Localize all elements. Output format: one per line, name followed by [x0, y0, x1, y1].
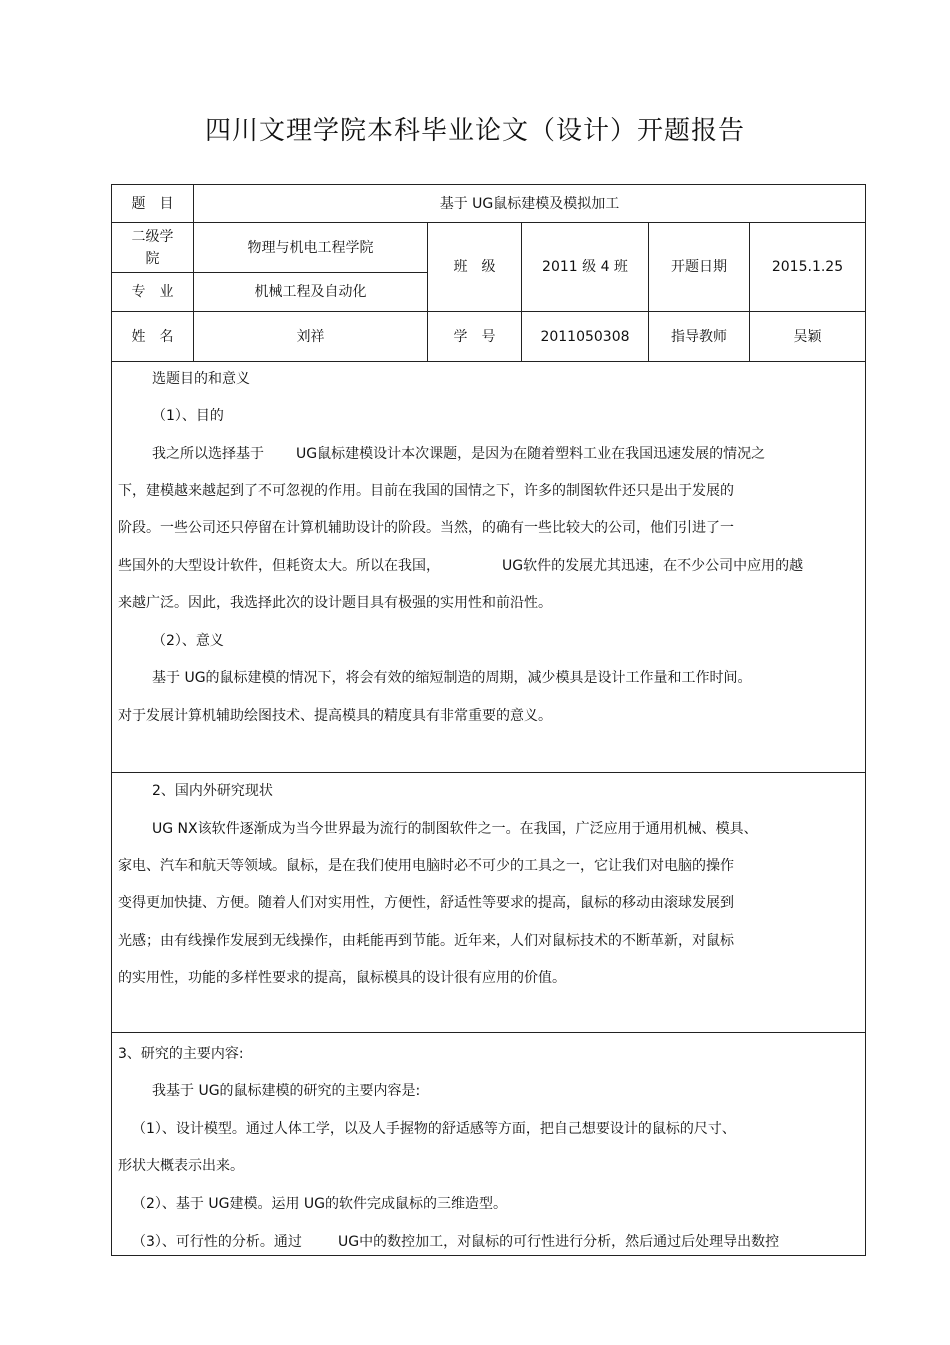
section3-heading: 3、研究的主要内容:: [118, 1046, 244, 1062]
college-label: [112, 223, 193, 272]
section1-paragraph-line: UG鼠标建模设计本次课题，是因为在随着塑料工业在我国迅速发展的情况之: [296, 446, 766, 462]
section2-paragraph-line: 光感；由有线操作发展到无线操作，由耗能再到节能。近年来，人们对鼠标技术的不断革新，对鼠标: [118, 933, 734, 949]
college-label-line2: 院: [145, 250, 160, 267]
name-label: 姓 名: [131, 328, 174, 345]
section2-paragraph-line: 家电、汽车和航天等领域。鼠标，是在我们使用电脑时必不可少的工具之一，它让我们对电脑的操作: [118, 858, 734, 874]
college-label-line1: 二级学: [131, 228, 174, 245]
section2-heading: 2、国内外研究现状: [152, 783, 273, 799]
section1-paragraph-line: UG软件的发展尤其迅速，在不少公司中应用的越: [502, 558, 804, 574]
class-value: 2011 级 4 班: [542, 259, 628, 275]
section-divider: [112, 1032, 865, 1033]
section2-paragraph-line: 的实用性，功能的多样性要求的提高，鼠标模具的设计很有应用的价值。: [118, 970, 566, 986]
college-value: 物理与机电工程学院: [247, 239, 374, 256]
name-value: 刘祥: [296, 328, 325, 345]
section1-paragraph-line: 对于发展计算机辅助绘图技术、提高模具的精度具有非常重要的意义。: [118, 708, 552, 724]
student-id-label: 学 号: [453, 328, 496, 345]
section1-subheading-meaning: （2）、意义: [152, 633, 224, 649]
section3-item-line: （3）、可行性的分析。通过: [132, 1234, 302, 1250]
section2-paragraph-line: 变得更加快捷、方便。随着人们对实用性，方便性，舒适性等要求的提高，鼠标的移动由滚球发展到: [118, 895, 734, 911]
date-value: 2015.1.25: [771, 259, 844, 275]
advisor-label: 指导教师: [671, 328, 727, 345]
section1-paragraph-line: 基于 UG的鼠标建模的情况下，将会有效的缩短制造的周期，减少模具是设计工作量和工作时间。: [152, 670, 752, 686]
row-divider: [112, 361, 865, 362]
advisor-value: 吴颖: [793, 328, 822, 345]
section3-intro: 我基于 UG的鼠标建模的研究的主要内容是:: [152, 1083, 421, 1099]
section3-item-line: 形状大概表示出来。: [118, 1158, 244, 1174]
student-id-value: 2011050308: [540, 328, 630, 345]
date-label: 开题日期: [671, 259, 727, 275]
topic-value: 基于 UG鼠标建模及模拟加工: [439, 195, 620, 212]
section-divider: [112, 772, 865, 773]
section1-paragraph-line: 我之所以选择基于: [152, 446, 264, 462]
section1-paragraph-line: 些国外的大型设计软件，但耗资太大。所以在我国，: [118, 558, 440, 574]
section2-paragraph-line: UG NX该软件逐渐成为当今世界最为流行的制图软件之一。在我国，广泛应用于通用机械、模具、: [152, 821, 758, 837]
section1-heading: 选题目的和意义: [152, 371, 250, 387]
section1-paragraph-line: 阶段。一些公司还只停留在计算机辅助设计的阶段。当然，的确有一些比较大的公司，他们引进了一: [118, 520, 734, 536]
class-label: 班 级: [453, 259, 496, 275]
major-value: 机械工程及自动化: [254, 284, 367, 300]
section3-item-line: （2）、基于 UG建模。运用 UG的软件完成鼠标的三维造型。: [132, 1196, 507, 1212]
section1-paragraph-line: 来越广泛。因此，我选择此次的设计题目具有极强的实用性和前沿性。: [118, 595, 552, 611]
section1-paragraph-line: 下，建模越来越起到了不可忽视的作用。目前在我国的国情之下，许多的制图软件还只是出于发展的: [118, 483, 734, 499]
major-label: 专 业: [131, 284, 174, 300]
section1-subheading-purpose: （1）、目的: [152, 408, 224, 424]
section3-item-line: UG中的数控加工，对鼠标的可行性进行分析，然后通过后处理导出数控: [338, 1234, 780, 1250]
section3-item-line: （1）、设计模型。通过人体工学，以及人手握物的舒适感等方面，把自己想要设计的鼠标的尺寸、: [132, 1121, 736, 1137]
topic-label: 题 目: [131, 195, 174, 212]
page-title: 四川文理学院本科毕业论文（设计）开题报告: [204, 116, 745, 146]
